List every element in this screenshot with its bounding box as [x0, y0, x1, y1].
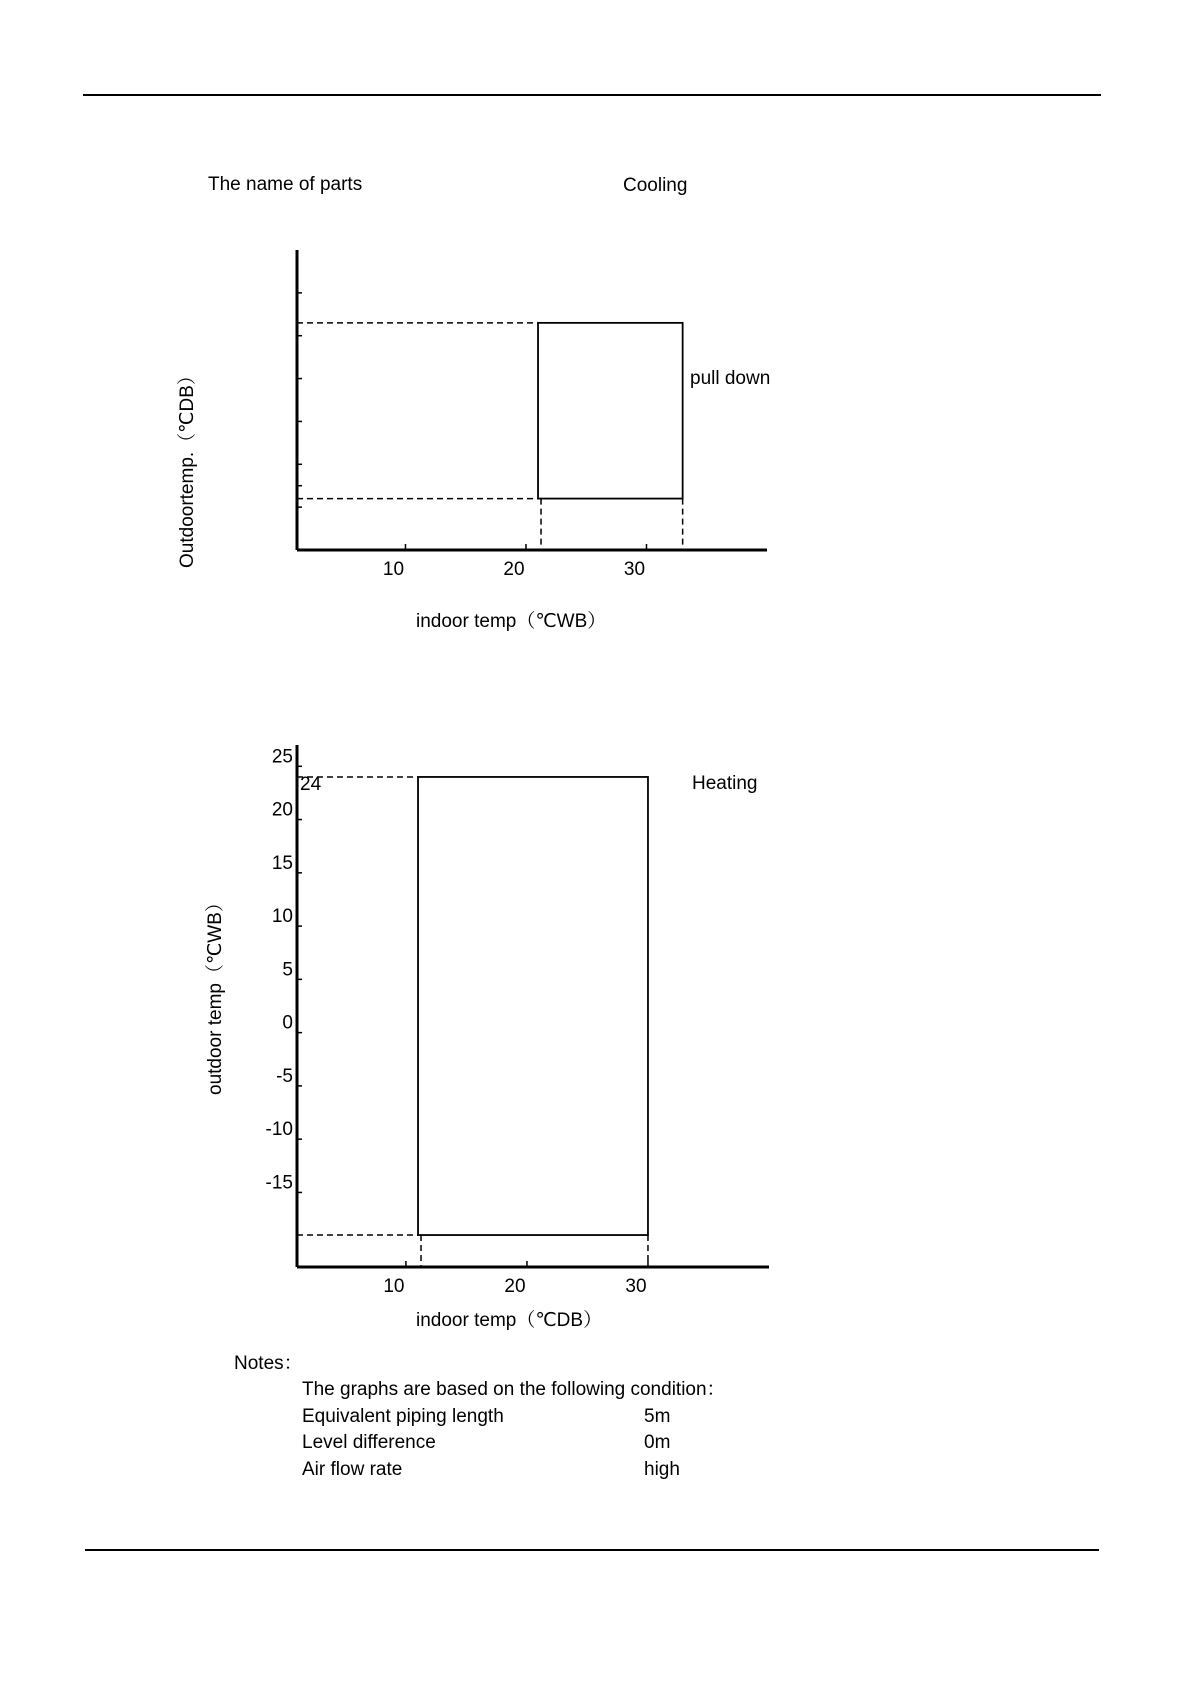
cooling-x-tick-label: 10: [382, 559, 405, 580]
condition-row: [302, 1433, 722, 1455]
cooling-title: Cooling: [623, 175, 688, 196]
cooling-x-tick-label: 20: [503, 559, 525, 580]
footer-rule: [85, 1549, 1099, 1551]
heating-y-tick-label: -5: [276, 1065, 293, 1087]
heating-operating-region: [418, 777, 648, 1235]
cooling-y-axis-label: Outdoortemp.（℃DB）: [177, 366, 198, 568]
heating-y-tick-label: 25: [271, 746, 293, 768]
heating-y-tick-label: -15: [265, 1172, 293, 1194]
cooling-x-axis-label: indoor temp（℃WB）: [416, 611, 607, 632]
heating-x-tick-label: 30: [625, 1276, 647, 1297]
heating-y-tick-label: -10: [265, 1119, 293, 1141]
heating-x-axis-label: indoor temp（℃DB）: [416, 1310, 603, 1331]
heating-y-tick-label: 5: [282, 959, 293, 981]
condition-label: Air flow rate: [302, 1459, 403, 1480]
notes-heading: Notes：: [234, 1353, 303, 1374]
heating-x-tick-label: 20: [504, 1276, 526, 1297]
condition-row: [302, 1460, 722, 1482]
parts-label: The name of parts: [208, 174, 363, 195]
condition-value: 0m: [644, 1432, 671, 1453]
heating-y-tick-label: 10: [271, 906, 293, 928]
heating-x-tick-label: 10: [383, 1276, 405, 1297]
pull-down-annotation: pull down: [690, 368, 771, 389]
heating-y-tick-label: 0: [282, 1012, 293, 1034]
notes-intro: The graphs are based on the following condition：: [302, 1379, 726, 1400]
condition-label: Level difference: [302, 1432, 436, 1453]
cooling-chart: [0, 0, 1191, 700]
condition-value: high: [644, 1459, 680, 1480]
condition-row: [302, 1407, 722, 1429]
cooling-x-tick-label: 30: [623, 559, 646, 580]
heating-max-annotation: 24: [300, 774, 322, 795]
condition-value: 5m: [644, 1406, 671, 1427]
condition-label: Equivalent piping length: [302, 1406, 504, 1427]
heating-y-tick-label: 20: [271, 799, 293, 821]
cooling-operating-region: [538, 323, 683, 499]
heating-chart: [0, 700, 1191, 1340]
heating-y-tick-label: 15: [271, 852, 293, 874]
heating-title: Heating: [692, 773, 758, 794]
heating-y-axis-label: outdoor temp（℃WB）: [205, 893, 226, 1095]
